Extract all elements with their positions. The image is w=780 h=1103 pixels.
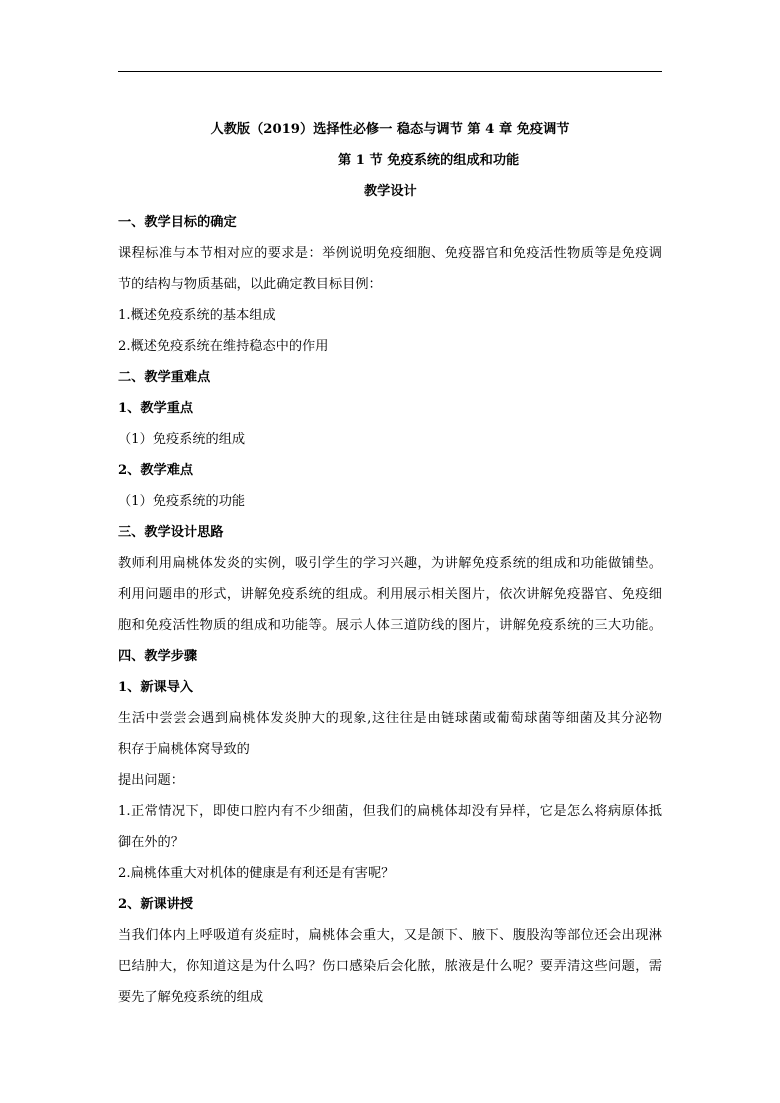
paragraph-line: 利用问题串的形式，讲解免疫系统的组成。利用展示相关图片，依次讲解免疫器官、免疫细 bbox=[118, 587, 662, 602]
question-item: 2.扁桃体重大对机体的健康是有利还是有害呢？ bbox=[118, 866, 395, 881]
paragraph-line: 巴结肿大，你知道这是为什么吗？伤口感染后会化脓，脓液是什么呢？要弄清这些问题，需 bbox=[118, 959, 662, 974]
paragraph-line: 教师利用扁桃体发炎的实例，吸引学生的学习兴趣，为讲解免疫系统的组成和功能做铺垫。 bbox=[118, 556, 662, 571]
subheading-introduction: 1、新课导入 bbox=[118, 680, 194, 695]
paragraph-line: 当我们体内上呼吸道有炎症时，扁桃体会重大，又是颌下、腋下、腹股沟等部位还会出现淋 bbox=[118, 928, 662, 943]
paragraph-line: 课程标准与本节相对应的要求是：举例说明免疫细胞、免疫器官和免疫活性物质等是免疫调 bbox=[118, 246, 662, 261]
subheading-difficult-point: 2、教学难点 bbox=[118, 463, 194, 478]
document-body bbox=[118, 114, 662, 1013]
section-title: 第 1 节 免疫系统的组成和功能 bbox=[338, 153, 520, 168]
subheading-key-point: 1、教学重点 bbox=[118, 401, 194, 416]
heading-design-approach: 三、教学设计思路 bbox=[118, 525, 224, 540]
question-label: 提出问题： bbox=[118, 773, 184, 788]
question-item: 1.正常情况下，即使口腔内有不少细菌，但我们的扁桃体却没有异样，它是怎么将病原体抵 bbox=[118, 804, 662, 819]
list-item: （1）免疫系统的功能 bbox=[118, 494, 246, 509]
document-subtitle: 教学设计 bbox=[364, 184, 417, 199]
document-title: 人教版（2019）选择性必修一 稳态与调节 第 4 章 免疫调节 bbox=[210, 122, 570, 137]
question-item: 御在外的？ bbox=[118, 835, 184, 850]
subheading-new-lesson: 2、新课讲授 bbox=[118, 897, 194, 912]
header-rule bbox=[118, 71, 662, 72]
paragraph-line: 要先了解免疫系统的组成 bbox=[118, 990, 264, 1005]
paragraph-line: 胞和免疫活性物质的组成和功能等。展示人体三道防线的图片，讲解免疫系统的三大功能。 bbox=[118, 618, 662, 633]
heading-key-points: 二、教学重难点 bbox=[118, 370, 211, 385]
heading-teaching-objectives: 一、教学目标的确定 bbox=[118, 215, 237, 230]
list-item: （1）免疫系统的组成 bbox=[118, 432, 246, 447]
list-item: 1.概述免疫系统的基本组成 bbox=[118, 308, 276, 323]
paragraph-line: 节的结构与物质基础，以此确定教目标目例： bbox=[118, 277, 382, 292]
list-item: 2.概述免疫系统在维持稳态中的作用 bbox=[118, 339, 329, 354]
paragraph-line: 积存于扁桃体窝导致的 bbox=[118, 742, 250, 757]
paragraph-line: 生活中尝尝会遇到扁桃体发炎肿大的现象,这往往是由链球菌或葡萄球菌等细菌及其分泌物 bbox=[118, 711, 662, 726]
heading-teaching-steps: 四、教学步骤 bbox=[118, 649, 198, 664]
